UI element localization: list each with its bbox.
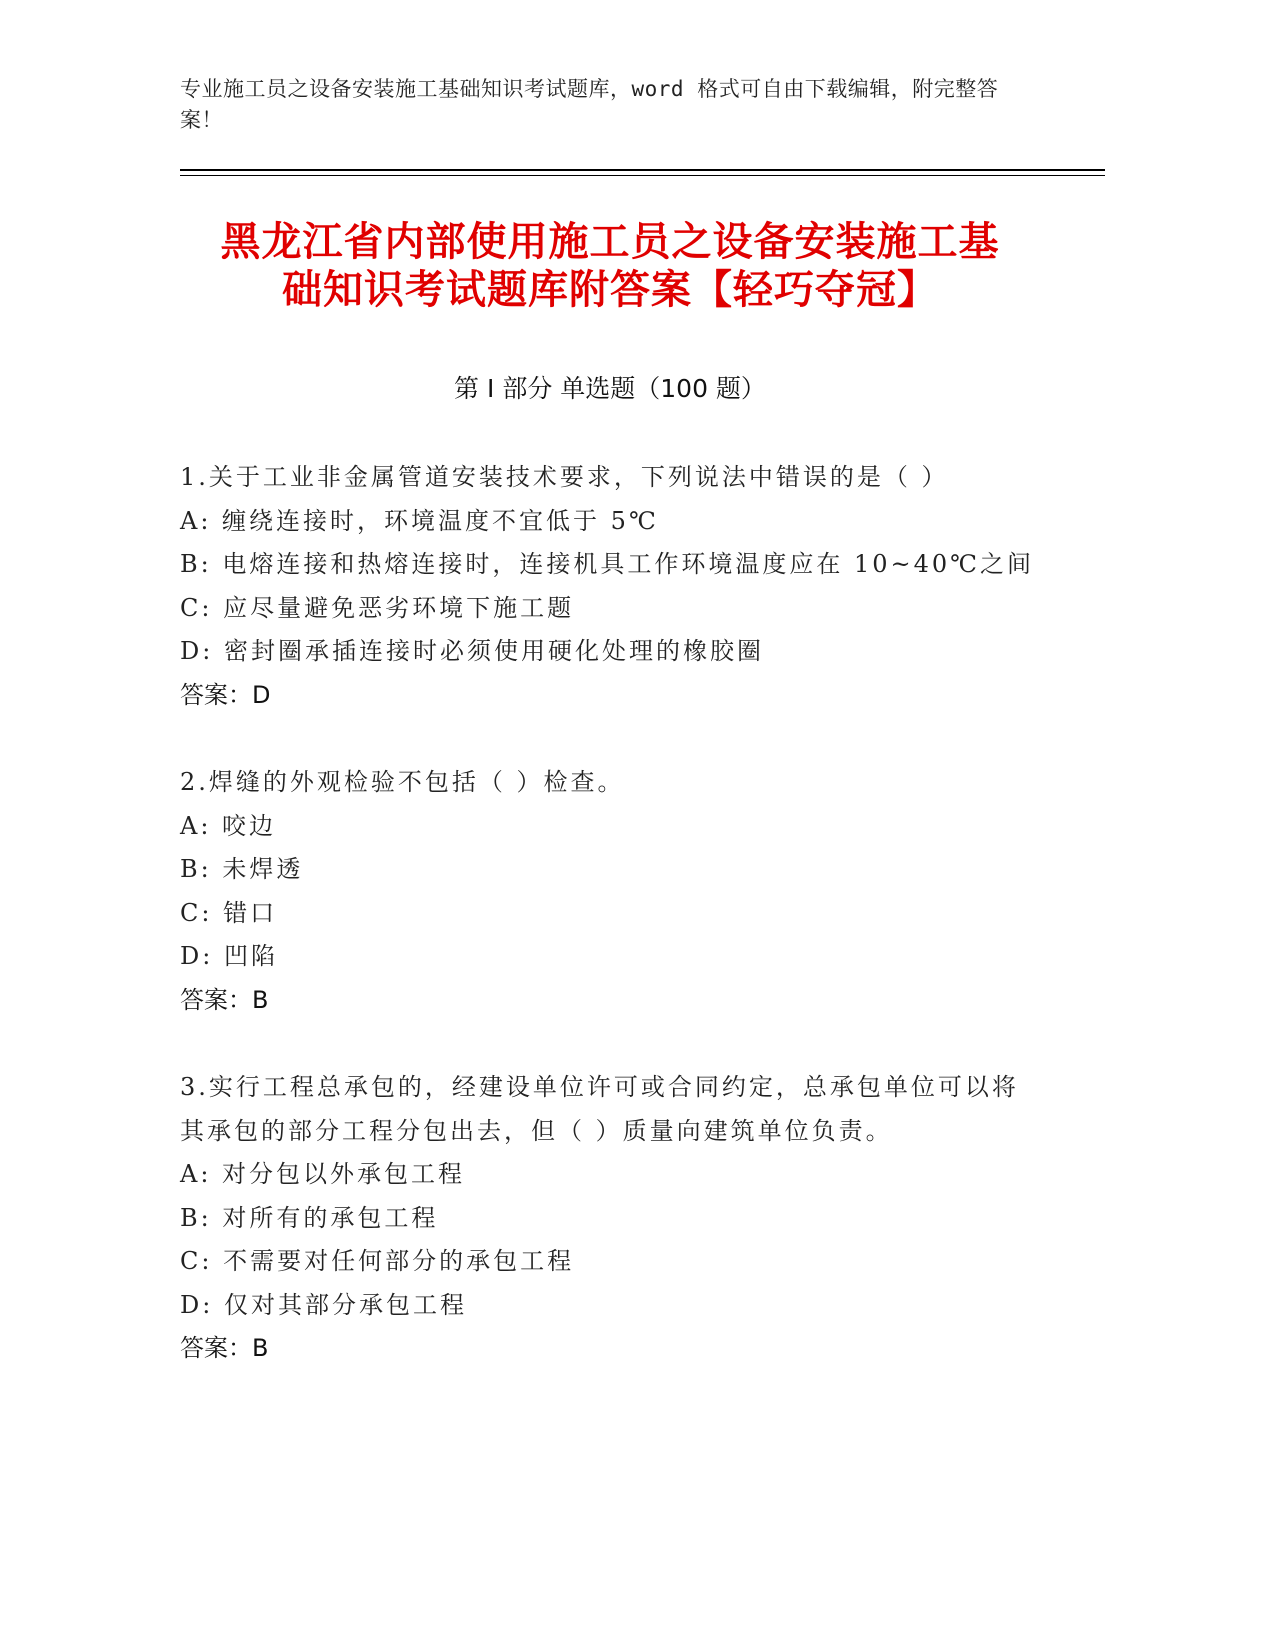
question-stem: 2.焊缝的外观检验不包括（ ）检查。 <box>180 768 625 796</box>
option-d: D: 仅对其部分承包工程 <box>180 1290 467 1319</box>
option-b: B: 对所有的承包工程 <box>180 1203 439 1232</box>
question-stem: 1.关于工业非金属管道安装技术要求，下列说法中错误的是（ ） <box>180 463 949 491</box>
answer: 答案：D <box>180 680 271 709</box>
option-a: A: 对分包以外承包工程 <box>180 1160 466 1188</box>
option-d: D: 凹陷 <box>180 942 278 970</box>
header-rule-thin <box>180 175 1105 176</box>
section-title: 第 I 部分 单选题（100 题） <box>454 374 766 403</box>
option-b: B: 未焊透 <box>180 855 304 883</box>
document-title <box>180 218 1040 314</box>
answer: 答案：B <box>180 985 269 1014</box>
document-title-line-1: 黑龙江省内部使用施工员之设备安装施工基 <box>220 219 1000 265</box>
question-stem: 3.实行工程总承包的，经建设单位许可或合同约定，总承包单位可以将其承包的部分工程分包出去，但（ ）质量向建筑单位负责。 <box>180 1073 1019 1145</box>
option-c: C: 错口 <box>180 898 278 927</box>
option-b: B: 电熔连接和热熔连接时，连接机具工作环境温度应在 10~40℃之间 <box>180 550 1035 578</box>
option-a: A: 咬边 <box>180 811 277 840</box>
header-note: 专业施工员之设备安装施工基础知识考试题库，word 格式可自由下载编辑，附完整答案！ <box>180 77 999 132</box>
header-rule-thick <box>180 169 1105 171</box>
option-d: D: 密封圈承插连接时必须使用硬化处理的橡胶圈 <box>180 637 764 665</box>
option-c: C: 不需要对任何部分的承包工程 <box>180 1247 575 1275</box>
option-a: A: 缠绕连接时，环境温度不宜低于 5℃ <box>180 506 659 535</box>
option-c: C: 应尽量避免恶劣环境下施工题 <box>180 593 575 622</box>
question-list <box>180 456 1040 1415</box>
document-title-line-2: 础知识考试题库附答案【轻巧夺冠】 <box>282 267 938 313</box>
question-2 <box>180 761 1040 1022</box>
question-1 <box>180 456 1040 717</box>
question-3 <box>180 1066 1040 1371</box>
answer: 答案：B <box>180 1334 269 1362</box>
